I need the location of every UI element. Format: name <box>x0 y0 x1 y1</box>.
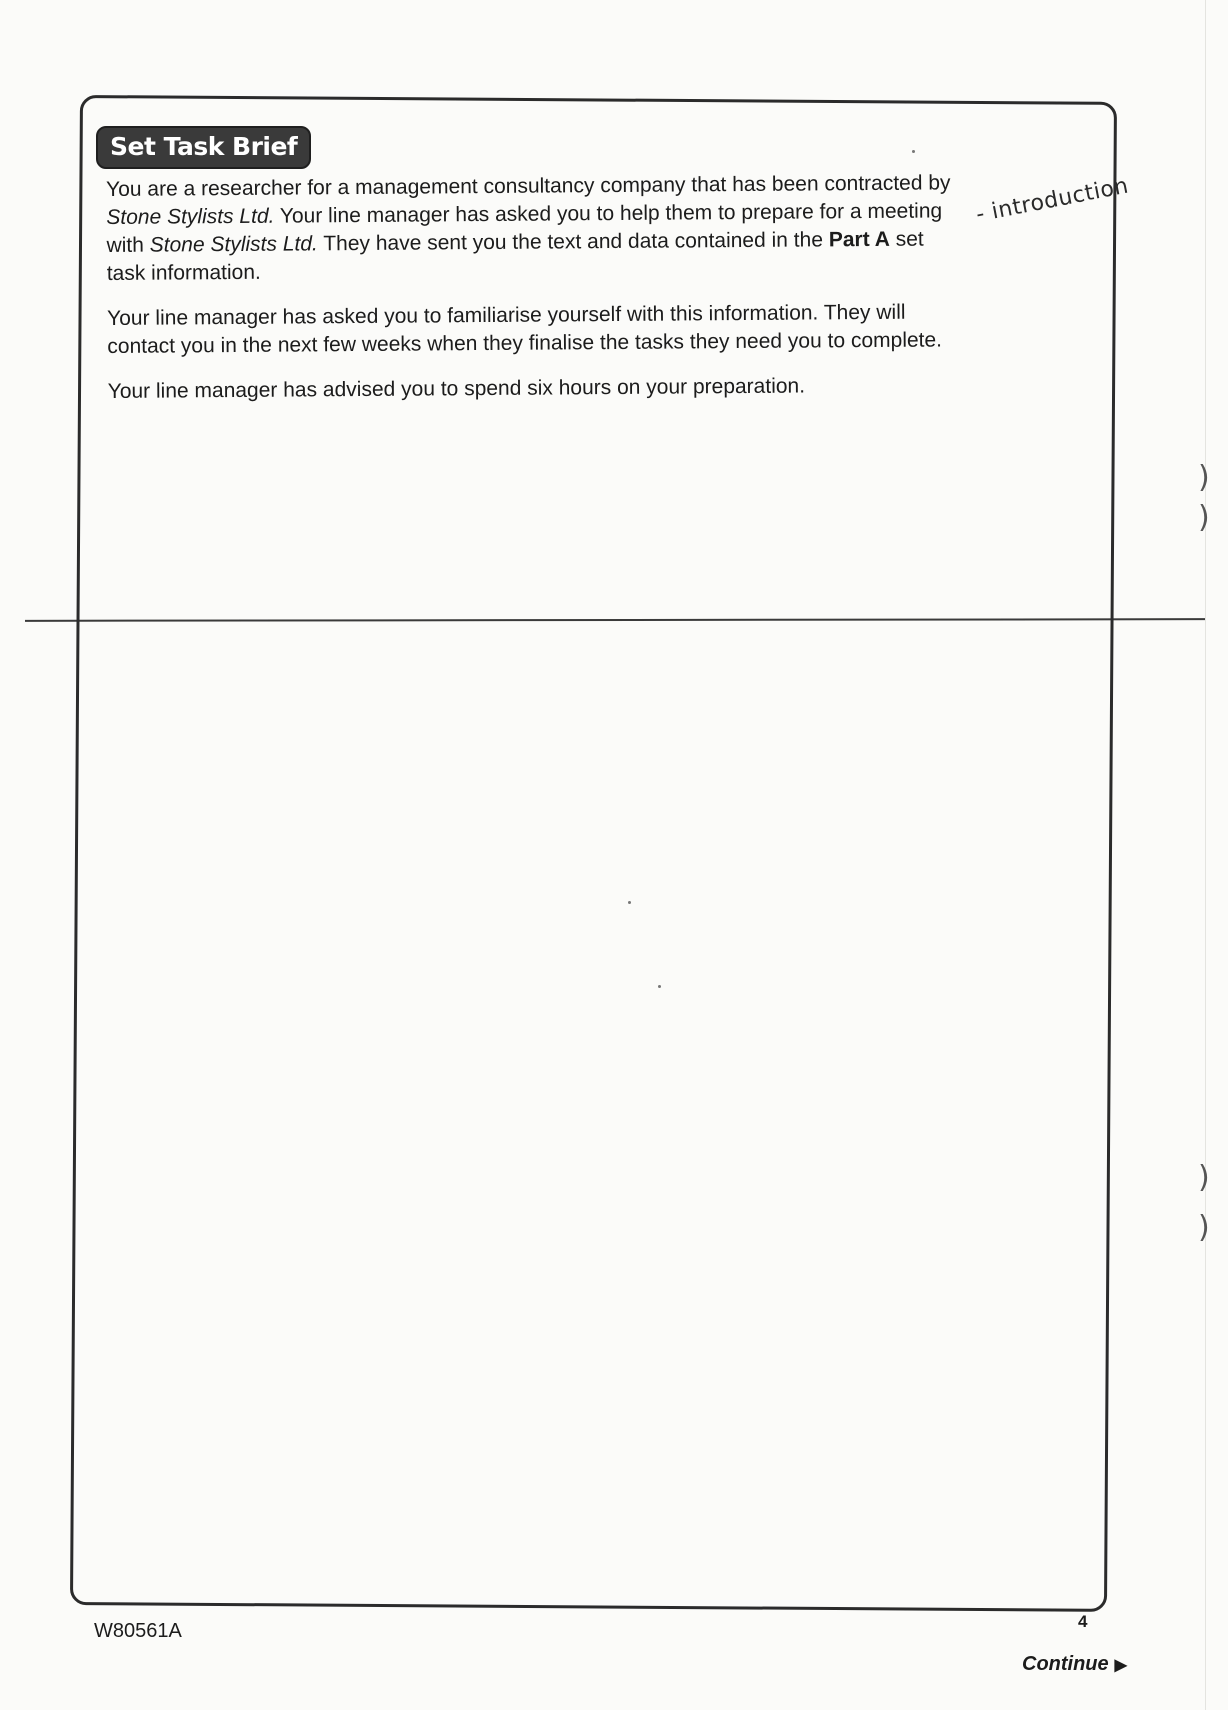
task-brief-body <box>106 169 968 423</box>
part-a-label: Part A <box>828 227 890 252</box>
task-brief-header: Set Task Brief <box>96 126 311 169</box>
paper-speck <box>628 901 631 904</box>
document-code: W80561A <box>94 1620 182 1642</box>
handwritten-annotation: - introduction <box>974 173 1131 228</box>
page-number: 4 <box>1078 1612 1088 1631</box>
continue-button[interactable] <box>1022 1653 1127 1676</box>
intro-text-1: You are a researcher for a management consultancy company that has been contracted by <box>106 171 951 201</box>
intro-text-3: They have sent you the text and data contained in the <box>317 228 829 256</box>
margin-bracket-mark: ) <box>1198 1210 1210 1245</box>
paragraph-familiarise: Your line manager has asked you to familiarise yourself with this information. They will contact you in the next few weeks when they finalise the tasks they need you to complete. <box>107 300 943 358</box>
company-name: Stone Stylists Ltd. <box>106 204 275 229</box>
page-edge <box>1205 0 1206 1710</box>
margin-bracket-mark: ) <box>1198 500 1210 535</box>
margin-bracket-mark: ) <box>1198 1160 1210 1195</box>
paper-speck <box>658 985 661 988</box>
continue-label: Continue <box>1022 1653 1109 1675</box>
intro-text-4: set task information. <box>106 227 924 285</box>
paragraph-preparation-time: Your line manager has advised you to spend six hours on your preparation. <box>107 374 806 403</box>
intro-text-2: Your line manager has asked you to help them to prepare for a meeting with <box>106 199 943 257</box>
margin-bracket-mark: ) <box>1198 460 1210 495</box>
company-name: Stone Stylists Ltd. <box>149 232 318 257</box>
paper-speck <box>912 150 915 153</box>
play-triangle-icon: ▶ <box>1114 1657 1127 1674</box>
paragraph-intro <box>106 169 967 288</box>
